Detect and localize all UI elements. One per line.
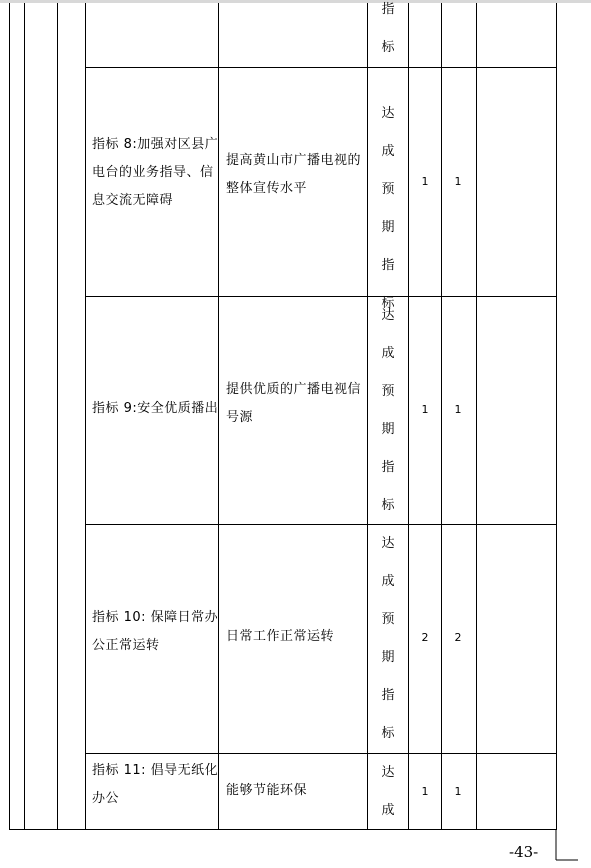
table-vline [408, 3, 409, 829]
value-cell-2: 1 [454, 175, 462, 188]
value-cell-1: 1 [421, 403, 429, 416]
table-vline [85, 3, 86, 829]
table-vline [24, 3, 25, 829]
status-text: 达 成 预 期 指 标 [381, 536, 395, 741]
description-cell: 能够节能环保 [226, 783, 308, 798]
description-cell: 提高黄山市广播电视的 整体宣传水平 [226, 153, 362, 196]
table-vline [9, 3, 10, 829]
table-vline [441, 3, 442, 829]
value-cell-1: 1 [421, 175, 429, 188]
status-text: 指 标 [381, 2, 395, 55]
value-cell-2: 1 [454, 785, 462, 798]
value-cell-2: 1 [454, 403, 462, 416]
row-divider [85, 524, 557, 525]
page-number: -43- [509, 843, 539, 861]
description-cell: 提供优质的广播电视信 号源 [226, 382, 362, 425]
value-cell-1: 2 [421, 631, 429, 644]
indicator-cell: 指标 8:加强对区县广 电台的业务指导、信 息交流无障碍 [92, 137, 219, 208]
table-vline [556, 3, 557, 829]
row-divider [85, 753, 557, 754]
status-text: 达 成 预 期 指 标 [381, 106, 395, 311]
row-divider [85, 296, 557, 297]
value-cell-1: 1 [421, 785, 429, 798]
row-divider [85, 67, 557, 68]
table-vline [476, 3, 477, 829]
indicator-cell: 指标 11: 倡导无纸化 办公 [92, 763, 219, 806]
indicator-cell: 指标 10: 保障日常办 公正常运转 [92, 610, 219, 653]
crop-mark-icon [548, 830, 578, 868]
status-text: 达 成 预 期 指 标 [381, 308, 395, 513]
value-cell-2: 2 [454, 631, 462, 644]
top-border [0, 0, 591, 3]
status-text: 达 成 [381, 765, 395, 818]
table-bottom [9, 829, 557, 830]
table-vline [57, 3, 58, 829]
description-cell: 日常工作正常运转 [226, 629, 335, 644]
indicator-cell: 指标 9:安全优质播出 [92, 401, 219, 416]
